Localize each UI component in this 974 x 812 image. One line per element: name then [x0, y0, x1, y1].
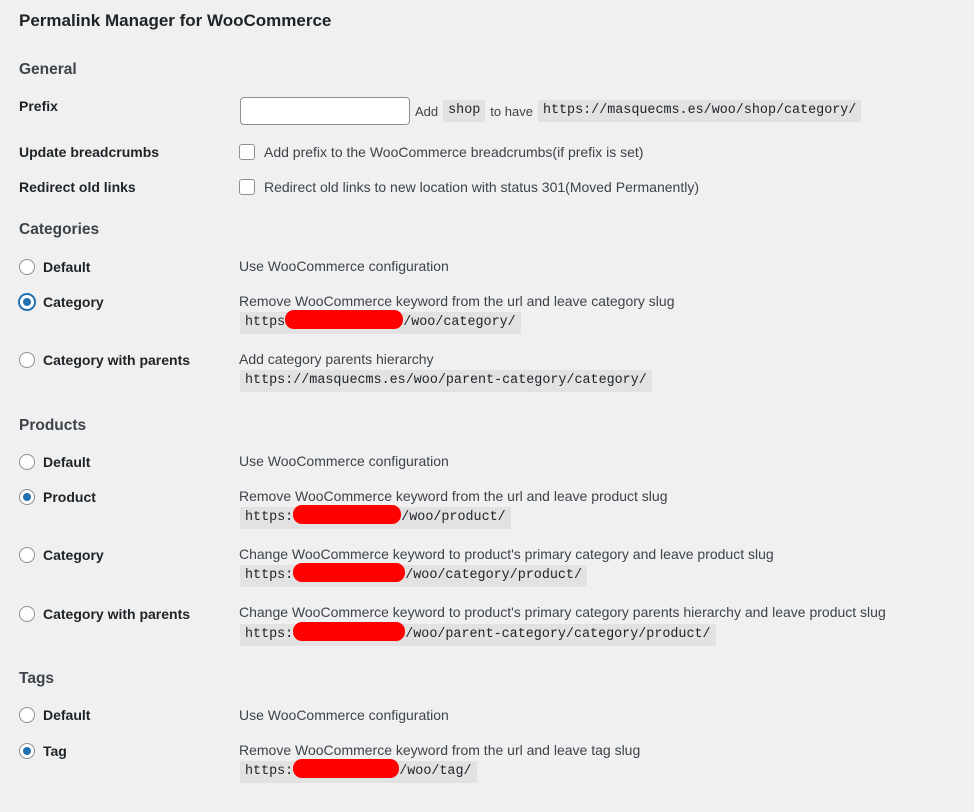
redacted-domain: [293, 622, 405, 641]
products-radio-product[interactable]: [19, 487, 96, 507]
categories-parents-example: https://masquecms.es/woo/parent-category/category/: [240, 370, 652, 392]
radio-label: Category: [43, 294, 104, 310]
radio-label: Product: [43, 489, 96, 505]
redirect-checkbox[interactable]: [239, 179, 255, 195]
categories-radio-category-with-parents[interactable]: [19, 350, 190, 370]
tags-tag-description: Remove WooCommerce keyword from the url and leave tag slug: [239, 742, 641, 758]
categories-category-example: [240, 312, 521, 334]
radio-button[interactable]: [19, 707, 35, 723]
categories-radio-default[interactable]: [19, 257, 90, 277]
products-product-example: [240, 507, 511, 529]
tags-default-description: Use WooCommerce configuration: [239, 707, 449, 723]
prefix-example-code: shop: [443, 100, 485, 122]
products-category-example: [240, 565, 587, 587]
example-url-end: /woo/product/: [401, 510, 506, 525]
example-url-start: https:: [245, 568, 294, 583]
radio-button[interactable]: [19, 454, 35, 470]
section-title-categories: Categories: [19, 221, 100, 238]
products-parents-description: Change WooCommerce keyword to product's primary category parents hierarchy and leave product slug: [239, 604, 886, 620]
products-product-description: Remove WooCommerce keyword from the url and leave product slug: [239, 488, 668, 504]
products-radio-category[interactable]: [19, 545, 104, 565]
breadcrumbs-label: Update breadcrumbs: [19, 144, 160, 160]
page-title: Permalink Manager for WooCommerce: [19, 11, 332, 30]
example-url-start: https: [245, 315, 286, 330]
prefix-row: [240, 96, 866, 126]
prefix-to-have-text: to have: [490, 103, 533, 119]
example-url-end: /woo/tag/: [399, 764, 472, 779]
prefix-input[interactable]: [240, 97, 410, 125]
redirect-option[interactable]: [239, 177, 699, 197]
breadcrumbs-text: Add prefix to the WooCommerce breadcrumbs(if prefix is set): [264, 144, 644, 160]
redirect-label: Redirect old links: [19, 179, 136, 195]
radio-label: Default: [43, 259, 91, 275]
categories-category-description: Remove WooCommerce keyword from the url and leave category slug: [239, 293, 675, 309]
radio-label: Default: [43, 707, 91, 723]
redacted-domain: [293, 505, 401, 524]
example-url-end: /woo/category/product/: [405, 568, 583, 583]
prefix-add-text: Add: [415, 103, 439, 119]
tags-tag-example: [240, 761, 477, 783]
section-title-tags: Tags: [19, 670, 55, 687]
tags-radio-tag[interactable]: [19, 741, 67, 761]
redacted-domain: [293, 563, 405, 582]
radio-button[interactable]: [19, 606, 35, 622]
products-default-description: Use WooCommerce configuration: [239, 453, 449, 469]
example-url-start: https:: [245, 764, 294, 779]
radio-label: Category with parents: [43, 606, 191, 622]
radio-button[interactable]: [19, 352, 35, 368]
prefix-label: Prefix: [19, 98, 58, 114]
radio-label: Default: [43, 454, 91, 470]
radio-button[interactable]: [19, 489, 35, 505]
breadcrumbs-option[interactable]: [239, 142, 643, 162]
radio-label: Category: [43, 547, 104, 563]
products-parents-example: [240, 624, 716, 646]
example-url-start: https:: [245, 627, 294, 642]
products-radio-category-with-parents[interactable]: [19, 604, 190, 624]
example-url-start: https:: [245, 510, 294, 525]
tags-radio-default[interactable]: [19, 705, 90, 725]
radio-button[interactable]: [19, 547, 35, 563]
redacted-domain: [293, 759, 399, 778]
prefix-example-url: https://masquecms.es/woo/shop/category/: [538, 100, 861, 122]
categories-parents-description: Add category parents hierarchy: [239, 351, 434, 367]
breadcrumbs-checkbox[interactable]: [239, 144, 255, 160]
redacted-domain: [285, 310, 403, 329]
radio-button[interactable]: [19, 259, 35, 275]
products-category-description: Change WooCommerce keyword to product's primary category and leave product slug: [239, 546, 774, 562]
radio-label: Tag: [43, 743, 67, 759]
radio-label: Category with parents: [43, 352, 191, 368]
example-url-end: /woo/category/: [403, 315, 516, 330]
categories-default-description: Use WooCommerce configuration: [239, 258, 449, 274]
categories-radio-category[interactable]: [19, 292, 104, 312]
radio-button[interactable]: [19, 743, 35, 759]
redirect-text: Redirect old links to new location with status 301(Moved Permanently): [264, 179, 699, 195]
radio-button[interactable]: [19, 294, 35, 310]
section-title-products: Products: [19, 417, 87, 434]
section-title-general: General: [19, 61, 77, 78]
example-url-end: /woo/parent-category/category/product/: [405, 627, 711, 642]
products-radio-default[interactable]: [19, 452, 90, 472]
